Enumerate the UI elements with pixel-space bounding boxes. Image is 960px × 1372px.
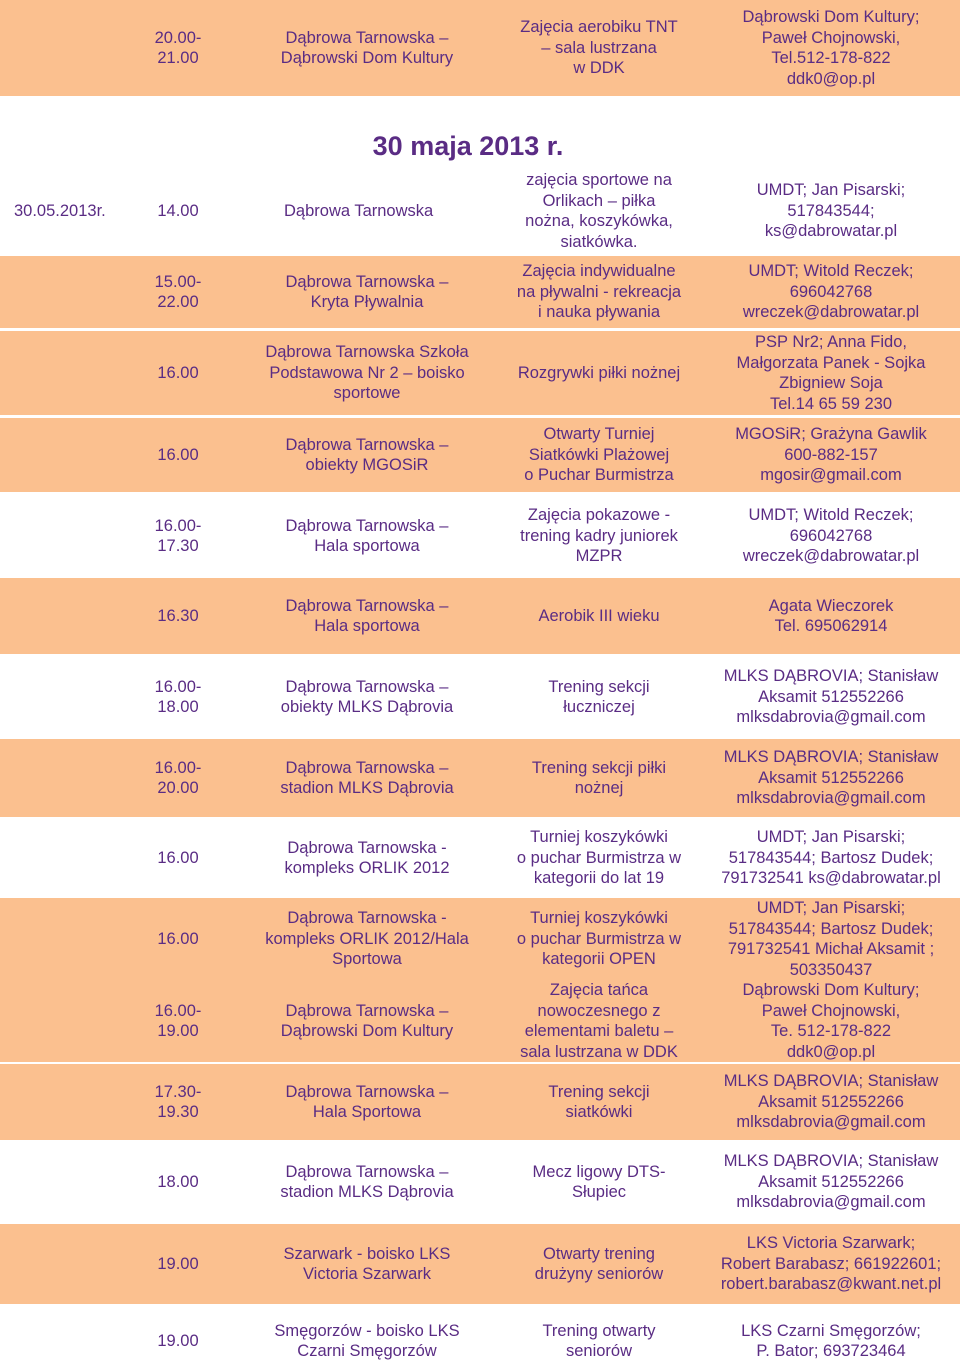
time-cell: 15.00- 22.00	[154, 272, 202, 311]
place-cell: Dąbrowa Tarnowska – Hala sportowa	[285, 596, 449, 635]
table-row	[0, 331, 960, 415]
event-cell: Zajęcia aerobiku TNT – sala lustrzana w DDK	[520, 18, 678, 78]
contact-cell: LKS Victoria Szarwark; Robert Barabasz; 661922601; robert.barabasz@kwant.net.pl	[720, 1234, 942, 1294]
event-cell: zajęcia sportowe na Orlikach – piłka nożna, koszykówka, siatkówka.	[525, 171, 673, 251]
time-cell: 20.00- 21.00	[154, 28, 202, 67]
time-cell: 19.00	[157, 1254, 199, 1273]
place-cell: Dąbrowa Tarnowska - kompleks ORLIK 2012/Hala Sportowa	[265, 909, 469, 969]
contact-cell: MLKS DĄBROVIA; Stanisław Aksamit 512552266 mlksdabrovia@gmail.com	[723, 667, 939, 727]
table-row	[0, 980, 960, 1062]
contact-cell: UMDT; Witold Reczek; 696042768 wreczek@dabrowatar.pl	[742, 506, 920, 566]
table-row	[0, 168, 960, 254]
time-cell: 16.00- 18.00	[154, 677, 202, 716]
table-row	[0, 739, 960, 817]
contact-cell: Dąbrowski Dom Kultury; Paweł Chojnowski, Te. 512-178-822 ddk0@op.pl	[742, 981, 920, 1061]
event-cell: Zajęcia tańca nowoczesnego z elementami baletu – sala lustrzana w DDK	[520, 981, 678, 1061]
contact-cell: UMDT; Jan Pisarski; 517843544; Bartosz Dudek; 791732541 ks@dabrowatar.pl	[721, 828, 941, 888]
table-row	[0, 578, 960, 654]
event-cell: Trening sekcji piłki nożnej	[531, 758, 667, 797]
table-row	[0, 659, 960, 735]
event-cell: Turniej koszykówki o puchar Burmistrza w kategorii do lat 19	[516, 828, 682, 888]
place-cell: Dąbrowa Tarnowska – obiekty MLKS Dąbrovia	[280, 677, 454, 716]
place-cell: Dąbrowa Tarnowska – Hala Sportowa	[285, 1082, 449, 1121]
contact-cell: Agata Wieczorek Tel. 695062914	[768, 596, 894, 635]
date-cell: 30.05.2013r.	[14, 201, 106, 220]
table-row	[0, 1064, 960, 1140]
time-cell: 16.00- 19.00	[154, 1001, 202, 1040]
place-cell: Dąbrowa Tarnowska - kompleks ORLIK 2012	[284, 838, 450, 877]
event-cell: Trening sekcji łuczniczej	[548, 677, 650, 716]
place-cell: Dąbrowa Tarnowska	[284, 201, 434, 220]
event-cell: Otwarty trening drużyny seniorów	[534, 1244, 664, 1283]
place-cell: Dąbrowa Tarnowska – Kryta Pływalnia	[285, 272, 449, 311]
table-row	[0, 498, 960, 574]
place-cell: Dąbrowa Tarnowska – Dąbrowski Dom Kultury	[280, 28, 454, 67]
contact-cell: MGOSiR; Grażyna Gawlik 600-882-157 mgosir@gmail.com	[735, 425, 927, 485]
contact-cell: MLKS DĄBROVIA; Stanisław Aksamit 512552266 mlksdabrovia@gmail.com	[723, 1152, 939, 1212]
table-row	[0, 256, 960, 328]
place-cell: Dąbrowa Tarnowska – Hala sportowa	[285, 516, 449, 555]
table-row	[0, 0, 960, 96]
table-row	[0, 418, 960, 492]
time-cell: 14.00	[157, 201, 199, 220]
event-cell: Rozgrywki piłki nożnej	[517, 363, 681, 382]
event-cell: Mecz ligowy DTS- Słupiec	[532, 1162, 666, 1201]
event-cell: Trening sekcji siatkówki	[548, 1082, 650, 1121]
time-cell: 19.00	[157, 1331, 199, 1350]
time-cell: 16.00- 20.00	[154, 758, 202, 797]
contact-cell: UMDT; Witold Reczek; 696042768 wreczek@dabrowatar.pl	[742, 262, 920, 322]
event-cell: Trening otwarty seniorów	[542, 1321, 656, 1360]
time-cell: 16.00	[157, 848, 199, 867]
event-cell: Zajęcia indywidualne na pływalni - rekreacja i nauka pływania	[516, 262, 682, 322]
event-cell: Otwarty Turniej Siatkówki Plażowej o Puchar Burmistrza	[524, 425, 674, 485]
place-cell: Smęgorzów - boisko LKS Czarni Smęgorzów	[274, 1321, 460, 1360]
contact-cell: UMDT; Jan Pisarski; 517843544; Bartosz Dudek; 791732541 Michał Aksamit ; 503350437	[727, 899, 935, 979]
place-cell: Szarwark - boisko LKS Victoria Szarwark	[283, 1244, 451, 1283]
table-row	[0, 1224, 960, 1304]
contact-cell: MLKS DĄBROVIA; Stanisław Aksamit 512552266 mlksdabrovia@gmail.com	[723, 748, 939, 808]
time-cell: 16.00	[157, 363, 199, 382]
contact-cell: LKS Czarni Smęgorzów; P. Bator; 693723464	[741, 1321, 921, 1360]
table-row	[0, 1310, 960, 1372]
event-cell: Turniej koszykówki o puchar Burmistrza w kategorii OPEN	[516, 909, 682, 969]
contact-cell: UMDT; Jan Pisarski; 517843544; ks@dabrowatar.pl	[756, 181, 906, 241]
place-cell: Dąbrowa Tarnowska – stadion MLKS Dąbrovia	[280, 758, 454, 797]
place-cell: Dąbrowa Tarnowska Szkoła Podstawowa Nr 2 – boisko sportowe	[265, 343, 469, 403]
table-row	[0, 820, 960, 896]
contact-cell: Dąbrowski Dom Kultury; Paweł Chojnowski, Tel.512-178-822 ddk0@op.pl	[742, 8, 920, 88]
time-cell: 16.00	[157, 929, 199, 948]
time-cell: 16.00	[157, 445, 199, 464]
table-row	[0, 1144, 960, 1220]
contact-cell: PSP Nr2; Anna Fido, Małgorzata Panek - Sojka Zbigniew Soja Tel.14 65 59 230	[736, 333, 926, 413]
place-cell: Dąbrowa Tarnowska – Dąbrowski Dom Kultury	[280, 1001, 454, 1040]
table-row	[0, 898, 960, 980]
page-title: 30 maja 2013 r.	[372, 131, 564, 161]
time-cell: 18.00	[157, 1172, 199, 1191]
event-cell: Aerobik III wieku	[538, 606, 660, 625]
place-cell: Dąbrowa Tarnowska – stadion MLKS Dąbrovia	[280, 1162, 454, 1201]
time-cell: 16.00- 17.30	[154, 516, 202, 555]
place-cell: Dąbrowa Tarnowska – obiekty MGOSiR	[285, 435, 449, 474]
contact-cell: MLKS DĄBROVIA; Stanisław Aksamit 512552266 mlksdabrovia@gmail.com	[723, 1072, 939, 1132]
time-cell: 16.30	[157, 606, 199, 625]
time-cell: 17.30- 19.30	[154, 1082, 202, 1121]
event-cell: Zajęcia pokazowe - trening kadry juniorek MZPR	[520, 506, 678, 566]
